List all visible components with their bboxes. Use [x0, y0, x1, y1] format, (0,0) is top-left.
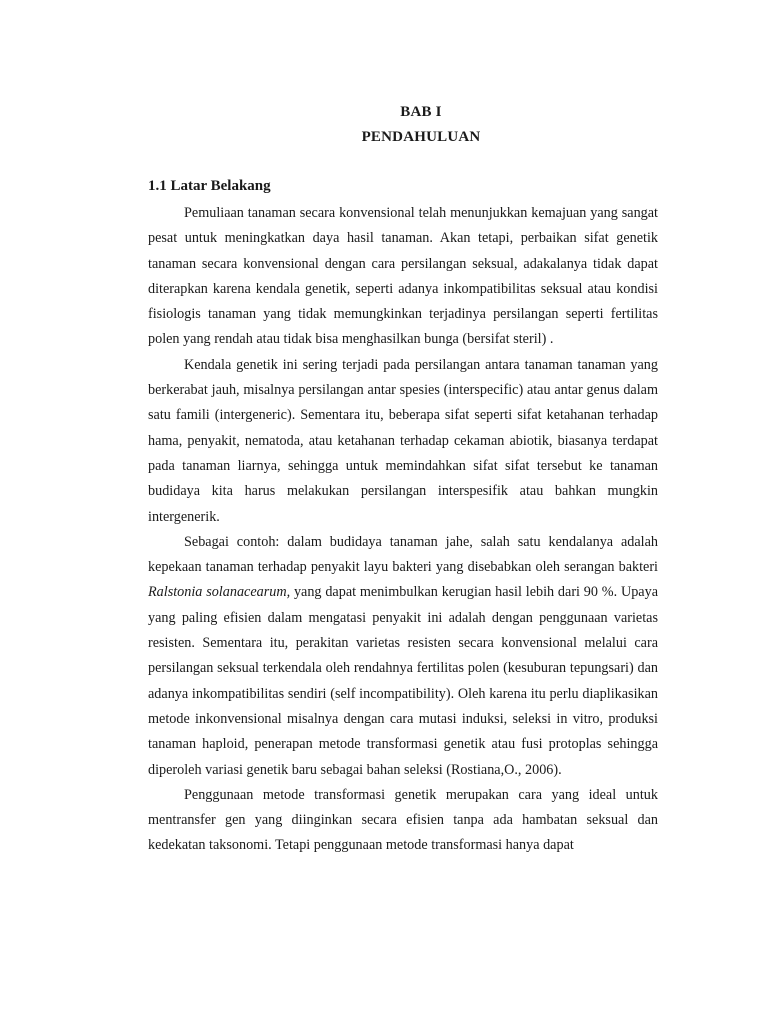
chapter-number: BAB I — [400, 104, 442, 120]
paragraph-2: Kendala genetik ini sering terjadi pada persilangan antara tanaman tanaman yang berkerabat jauh, misalnya persilangan antar spesies (interspecific) atau antar genus dalam satu famili (intergeneric). Sementara itu, beberapa sifat seperti sifat ketahanan terhadap hama, penyakit, nematoda, atau ketahanan terhadap cekaman abiotik, biasanya terdapat pada tanaman liarnya, sehingga untuk memindahkan sifat sifat tersebut ke tanaman budidaya kita harus melakukan persilangan interspesifik atau bahkan mungkin intergenerik. — [148, 356, 658, 525]
paragraph-1: Pemuliaan tanaman secara konvensional telah menunjukkan kemajuan yang sangat pesat untuk meningkatkan daya hasil tanaman. Akan tetapi, perbaikan sifat genetik tanaman secara konvensional dengan cara persilangan seksual, adakalanya tidak dapat diterapkan karena kendala genetik, seperti adanya inkompatibilitas seksual atau kondisi fisiologis tanaman yang tidak memungkinkan terjadinya persilangan seperti fertilitas polen yang rendah atau tidak bisa menghasilkan bunga (bersifat steril) . — [148, 205, 658, 348]
paragraph-3 — [148, 530, 658, 783]
body-text — [148, 201, 658, 859]
chapter-title: PENDAHULUAN — [361, 129, 481, 145]
section-heading: 1.1 Latar Belakang — [148, 178, 271, 194]
species-name: Ralstonia solanacearum, — [148, 584, 291, 601]
paragraph-3-text-after: yang dapat menimbulkan kerugian hasil lebih dari 90 %. Upaya yang paling efisien dalam mengatasi penyakit ini adalah dengan penggunaan varietas resisten. Sementara itu, perakitan varietas resisten secara konvensional melalui cara persilangan seksual terkendala oleh rendahnya fertilitas polen (kesuburan tepungsari) dan adanya inkompatibilitas sendiri (self incompatibility). Oleh karena itu perlu diaplikasikan metode inkonvensional misalnya dengan cara mutasi induksi, seleksi in vitro, produksi tanaman haploid, penerapan metode transformasi genetik atau fusi protoplas sehingga diperoleh variasi genetik baru sebagai bahan seleksi (Rostiana,O., 2006). — [148, 584, 658, 778]
paragraph-4: Penggunaan metode transformasi genetik merupakan cara yang ideal untuk mentransfer gen yang diinginkan secara efisien tanpa ada hambatan seksual dan kedekatan taksonomi. Tetapi penggunaan metode transformasi hanya dapat — [148, 786, 658, 854]
paragraph-3-text-before: Sebagai contoh: dalam budidaya tanaman jahe, salah satu kendalanya adalah kepekaan tanaman terhadap penyakit layu bakteri yang disebabkan oleh serangan bakteri — [148, 533, 658, 576]
